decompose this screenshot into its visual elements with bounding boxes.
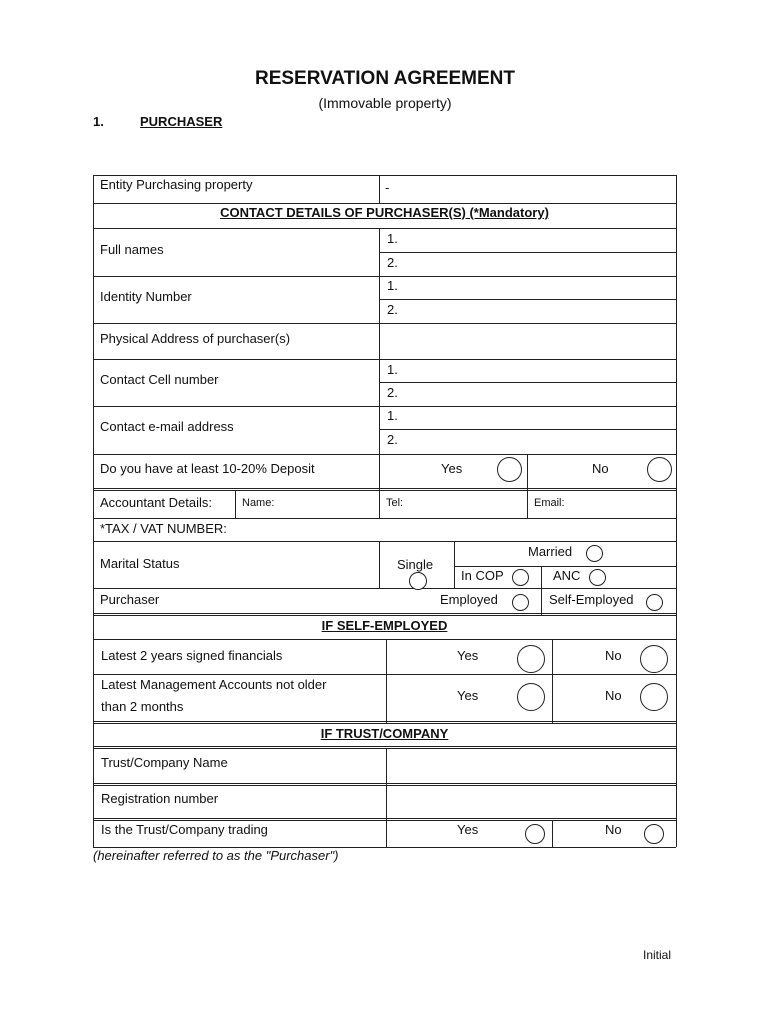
full-names-label: Full names (100, 242, 164, 257)
row-divider (93, 818, 676, 819)
trading-yes-label: Yes (457, 822, 479, 837)
marital-status-label: Marital Status (100, 556, 180, 571)
identity-number-label: Identity Number (100, 289, 192, 304)
trust-company-name-field[interactable] (387, 749, 675, 782)
anc-label: ANC (553, 568, 581, 583)
row-divider (379, 382, 676, 383)
management-accounts-yes-label: Yes (457, 688, 479, 703)
financials-no-radio[interactable] (640, 645, 668, 673)
column-divider (552, 820, 553, 847)
single-radio[interactable] (409, 572, 427, 590)
identity-number-1-field[interactable]: 1. (387, 278, 398, 293)
single-label: Single (397, 557, 434, 572)
row-divider (93, 588, 676, 589)
row-divider (379, 429, 676, 430)
row-divider (93, 615, 676, 616)
column-divider (379, 228, 380, 518)
identity-number-2-field[interactable]: 2. (387, 302, 398, 317)
row-divider (93, 490, 676, 491)
married-label: Married (528, 544, 573, 559)
contact-details-header: CONTACT DETAILS OF PURCHASER(S) (*Mandatory) (220, 205, 549, 220)
financials-label: Latest 2 years signed financials (101, 648, 283, 663)
table-border-top (93, 175, 676, 176)
accountant-name-field[interactable]: Name: (242, 497, 275, 509)
document-subtitle: (Immovable property) (318, 95, 452, 111)
deposit-label: Do you have at least 10-20% Deposit (100, 461, 315, 476)
column-divider (235, 490, 236, 518)
self-employed-radio[interactable] (646, 594, 663, 611)
married-radio[interactable] (586, 545, 603, 562)
employed-label: Employed (440, 592, 498, 607)
employed-radio[interactable] (512, 594, 529, 611)
contact-cell-2-field[interactable]: 2. (387, 385, 398, 400)
accountant-tel-field[interactable]: Tel: (386, 497, 404, 509)
contact-email-label: Contact e-mail address (100, 419, 234, 434)
purchaser-type-label: Purchaser (100, 592, 160, 607)
trading-no-radio[interactable] (644, 824, 664, 844)
row-divider (93, 820, 676, 821)
column-divider (552, 639, 553, 723)
deposit-no-radio[interactable] (647, 457, 672, 482)
column-divider (379, 541, 380, 588)
accountant-details-label: Accountant Details: (100, 495, 213, 510)
contact-email-2-field[interactable]: 2. (387, 432, 398, 447)
row-divider (93, 276, 676, 277)
in-cop-label: In COP (461, 568, 504, 583)
purchaser-footnote: (hereinafter referred to as the "Purchaser") (93, 848, 339, 863)
if-trust-company-header: IF TRUST/COMPANY (320, 726, 449, 741)
management-accounts-label: Latest Management Accounts not older (101, 677, 327, 692)
trust-company-name-label: Trust/Company Name (101, 755, 228, 770)
row-divider (93, 613, 676, 614)
physical-address-field[interactable] (380, 324, 675, 358)
management-accounts-label-cont: than 2 months (101, 699, 184, 714)
tax-vat-number-label: *TAX / VAT NUMBER: (100, 521, 227, 536)
contact-cell-label: Contact Cell number (100, 372, 219, 387)
entity-value-field[interactable]: - (385, 180, 390, 195)
row-divider (93, 541, 676, 542)
row-divider (93, 783, 676, 784)
section-title: PURCHASER (140, 114, 223, 129)
trading-no-label: No (605, 822, 622, 837)
physical-address-label: Physical Address of purchaser(s) (100, 331, 291, 346)
full-name-2-field[interactable]: 2. (387, 255, 398, 270)
self-employed-label: Self-Employed (549, 592, 634, 607)
row-divider (379, 252, 676, 253)
if-self-employed-header: IF SELF-EMPLOYED (321, 618, 448, 633)
contact-email-1-field[interactable]: 1. (387, 408, 398, 423)
row-divider (93, 674, 676, 675)
management-accounts-no-label: No (605, 688, 622, 703)
row-divider (93, 228, 676, 229)
column-divider (386, 639, 387, 723)
tax-vat-number-field[interactable] (380, 519, 675, 540)
column-divider (527, 454, 528, 518)
row-divider (93, 203, 676, 204)
table-border-right (676, 175, 677, 847)
contact-cell-1-field[interactable]: 1. (387, 362, 398, 377)
row-divider (454, 566, 676, 567)
full-name-1-field[interactable]: 1. (387, 231, 398, 246)
anc-radio[interactable] (589, 569, 606, 586)
registration-number-field[interactable] (387, 786, 675, 817)
row-divider (379, 299, 676, 300)
document-title: RESERVATION AGREEMENT (254, 68, 516, 89)
row-divider (93, 406, 676, 407)
entity-label: Entity Purchasing property (100, 177, 253, 192)
row-divider (93, 454, 676, 455)
financials-yes-label: Yes (457, 648, 479, 663)
column-divider (541, 566, 542, 615)
deposit-no-label: No (592, 461, 609, 476)
deposit-yes-radio[interactable] (497, 457, 522, 482)
in-cop-radio[interactable] (512, 569, 529, 586)
row-divider (93, 488, 676, 489)
trading-yes-radio[interactable] (525, 824, 545, 844)
accountant-email-field[interactable]: Email: (534, 497, 565, 509)
trading-label: Is the Trust/Company trading (101, 822, 268, 837)
row-divider (93, 639, 676, 640)
column-divider (379, 175, 380, 203)
section-number: 1. (93, 114, 104, 129)
management-accounts-yes-radio[interactable] (517, 683, 545, 711)
row-divider (93, 721, 676, 722)
row-divider (93, 746, 676, 747)
column-divider (454, 541, 455, 588)
management-accounts-no-radio[interactable] (640, 683, 668, 711)
registration-number-label: Registration number (101, 791, 219, 806)
financials-yes-radio[interactable] (517, 645, 545, 673)
deposit-yes-label: Yes (441, 461, 463, 476)
financials-no-label: No (605, 648, 622, 663)
row-divider (93, 359, 676, 360)
row-divider (93, 723, 676, 724)
initial-label: Initial (643, 948, 672, 962)
